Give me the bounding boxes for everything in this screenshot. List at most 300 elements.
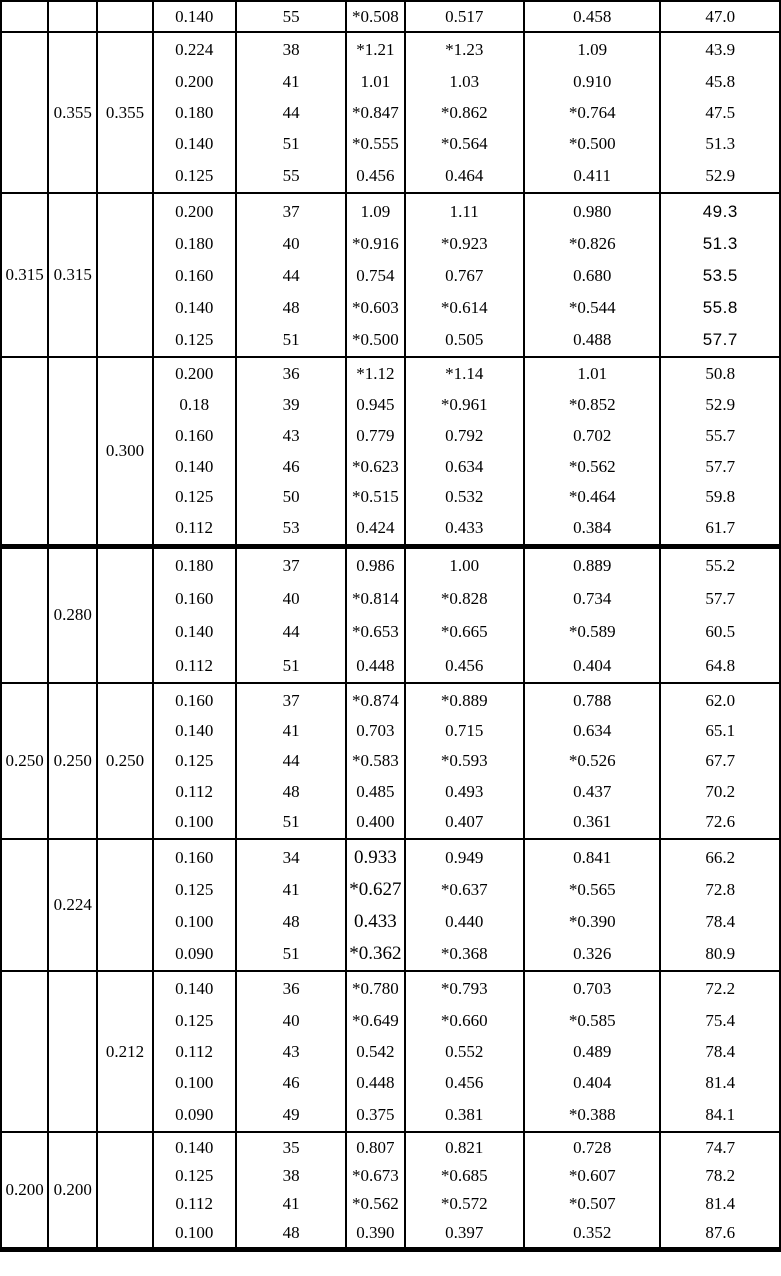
table-cell: 0.100 [175,911,214,931]
table-cell: *0.874 [352,690,399,710]
table-cell: 0.715 [445,721,484,741]
table-cell: 61.7 [705,518,736,538]
value-column [153,839,236,971]
group-label-text: 0.200 [53,1179,92,1199]
table-cell: 0.18 [179,394,210,414]
table-cell: *0.603 [352,297,399,317]
table-cell: 52.9 [705,165,736,185]
value-column [236,971,346,1132]
table-cell: 0.180 [175,555,214,575]
table-cell: 0.140 [175,622,214,642]
table-cell: 81.4 [705,1073,736,1093]
table-cell: *0.649 [352,1010,399,1030]
table-cell: 0.949 [445,847,484,867]
table-cell: 37 [282,555,300,575]
table-cell: 34 [282,847,300,867]
table-cell: 0.160 [175,690,214,710]
table-cell: 0.090 [175,943,214,963]
table-cell: 72.8 [705,879,736,899]
table-cell: 0.400 [356,812,395,832]
table-cell: *0.585 [568,1010,616,1030]
table-cell: 66.2 [705,847,736,867]
table-cell: 0.841 [573,847,612,867]
table-cell: *0.814 [352,589,399,609]
table-cell: 0.767 [445,265,484,285]
value-column [405,193,524,357]
value-column [236,1132,346,1249]
table-cell: 48 [282,911,300,931]
value-column [660,32,780,193]
value-column [660,193,780,357]
table-cell: 0.180 [175,233,214,253]
table-cell: 78.4 [705,911,736,931]
value-column [524,971,661,1132]
table-cell: *0.665 [440,622,488,642]
table-cell: *0.572 [440,1194,488,1214]
group-label-col1 [1,971,48,1132]
row-group [1,683,780,839]
table-cell: 0.552 [445,1041,484,1061]
table-cell: 0.505 [445,329,484,349]
group-label-col3 [97,683,152,839]
group-label-col3 [97,1,152,32]
table-cell: 0.458 [573,7,612,26]
table-cell: 57.7 [702,329,738,349]
value-column [236,32,346,193]
table-cell: 0.933 [354,846,397,868]
table-cell: *0.464 [568,487,616,507]
table-cell: 0.493 [445,781,484,801]
table-cell: 0.440 [445,911,484,931]
table-cell: *0.388 [568,1104,616,1124]
value-column [236,1,346,32]
table-cell: 51 [282,812,300,832]
table-cell: 41 [282,721,300,741]
table-cell: 0.889 [573,555,612,575]
table-cell: 0.456 [445,655,484,675]
value-column [346,32,404,193]
table-cell: 0.986 [356,555,395,575]
table-cell: 0.160 [175,847,214,867]
table-cell: 0.125 [175,1010,214,1030]
table-cell: *0.862 [440,102,488,122]
table-cell: 45.8 [705,71,736,91]
table-cell: *0.852 [568,394,616,414]
value-column [346,546,404,683]
table-cell: 50.8 [705,364,736,384]
table-cell: 80.9 [705,943,736,963]
table-cell: 0.125 [175,165,214,185]
value-column [153,1,236,32]
table-cell: *0.889 [440,690,488,710]
table-cell: 0.754 [356,265,395,285]
table-cell: 47.5 [705,102,736,122]
value-column [153,193,236,357]
table-cell: *0.780 [352,979,399,999]
group-label-text: 0.250 [105,751,145,770]
group-label-text: 0.250 [5,751,44,770]
table-cell: 0.411 [573,165,612,185]
table-cell: 0.100 [175,812,214,832]
table-cell: 0.532 [445,487,484,507]
table-cell: 0.634 [445,456,484,476]
group-label-col2 [48,32,97,193]
table-cell: *0.508 [352,7,399,26]
value-column [153,683,236,839]
table-cell: 1.09 [360,201,391,221]
table-cell: 0.140 [175,7,214,26]
table-cell: *0.923 [440,233,488,253]
table-cell: 0.112 [175,655,214,675]
table-cell: 1.11 [449,201,479,221]
table-cell: 55.2 [705,555,736,575]
value-column [405,1132,524,1249]
table-cell: 0.140 [175,979,214,999]
table-cell: 48 [282,1222,300,1242]
table-cell: *0.500 [352,329,399,349]
table-cell: *0.614 [440,297,488,317]
table-cell: 51 [282,329,300,349]
table-cell: 0.424 [356,518,395,538]
table-cell: 0.910 [573,71,612,91]
table-cell: *0.637 [440,879,488,899]
table-cell: 0.702 [573,425,612,445]
value-column [524,1132,661,1249]
table-cell: 0.140 [175,134,214,154]
table-cell: 51 [282,134,300,154]
table-cell: 38 [282,1166,300,1186]
table-cell: 0.160 [175,265,214,285]
table-cell: 0.448 [356,655,395,675]
table-cell: 38 [282,40,300,60]
table-cell: 0.433 [354,910,397,932]
table-cell: 53.5 [702,265,738,285]
table-cell: 55.8 [702,297,738,317]
table-cell: 0.456 [445,1073,484,1093]
table-cell: 75.4 [705,1010,736,1030]
table-cell: 0.488 [573,329,612,349]
value-column [346,357,404,546]
table-cell: 78.2 [705,1166,736,1186]
group-label-col2 [48,193,97,357]
table-cell: *0.627 [349,878,402,900]
table-cell: 0.404 [573,655,612,675]
table-cell: 51 [282,943,300,963]
table-cell: 0.542 [356,1041,395,1061]
group-label-col1 [1,32,48,193]
table-cell: 1.03 [449,71,480,91]
table-cell: 43 [282,425,300,445]
table-cell: *0.607 [568,1166,616,1186]
table-cell: 35 [282,1137,300,1157]
group-label-col3 [97,546,152,683]
table-cell: 41 [282,1194,300,1214]
row-group [1,546,780,683]
table-cell: *0.544 [568,297,616,317]
table-cell: *0.826 [568,233,616,253]
table-cell: 51.3 [705,134,736,154]
table-cell: *0.828 [440,589,488,609]
table-cell: 0.112 [175,1194,214,1214]
value-column [405,357,524,546]
group-label-text: 0.315 [5,265,44,284]
table-cell: 44 [282,102,300,122]
value-column [346,1,404,32]
table-cell: 0.680 [573,265,612,285]
value-column [346,193,404,357]
value-column [346,1132,404,1249]
table-cell: 44 [282,751,300,771]
table-cell: 55 [282,165,300,185]
group-label-col1 [1,839,48,971]
group-label-col3 [97,839,152,971]
value-column [405,839,524,971]
table-cell: 0.433 [445,518,484,538]
value-column [660,546,780,683]
value-column [346,839,404,971]
group-label-text: 0.355 [105,102,145,122]
table-cell: 72.6 [705,812,736,832]
group-label-text: 0.280 [53,605,92,625]
table-cell: 0.140 [175,297,214,317]
table-cell: 0.634 [573,721,612,741]
table-cell: 51 [282,655,300,675]
table-cell: 0.485 [356,781,395,801]
table-cell: 81.4 [705,1194,736,1214]
table-cell: 37 [282,690,300,710]
table-cell: 49 [282,1104,300,1124]
table-cell: 84.1 [705,1104,736,1124]
value-column [405,683,524,839]
group-label-col1 [1,1132,48,1249]
table-cell: *1.12 [356,364,395,384]
value-column [524,32,661,193]
table-cell: 0.489 [573,1041,612,1061]
row-group [1,357,780,546]
table-cell: 0.397 [445,1222,484,1242]
group-label-col2 [48,971,97,1132]
table-cell: *1.14 [445,364,484,384]
table-cell: 0.807 [356,1137,395,1157]
table-cell: 72.2 [705,979,736,999]
table-cell: *0.562 [568,456,616,476]
table-cell: 0.361 [573,812,612,832]
group-label-text: 0.212 [105,1041,145,1061]
table-cell: 0.125 [175,879,214,899]
table-cell: *0.564 [440,134,488,154]
table-cell: 0.734 [573,589,612,609]
table-cell: 40 [282,589,300,609]
group-label-text: 0.355 [53,102,92,122]
table-cell: *0.653 [352,622,399,642]
group-label-text: 0.300 [105,440,145,460]
table-cell: 59.8 [705,487,736,507]
table-cell: 67.7 [705,751,736,771]
value-column [524,683,661,839]
table-cell: 0.200 [175,201,214,221]
value-column [524,193,661,357]
group-label-col1 [1,357,48,546]
table-cell: *0.526 [568,751,616,771]
table-cell: 0.390 [356,1222,395,1242]
value-column [405,971,524,1132]
group-label-col2 [48,357,97,546]
value-column [524,839,661,971]
table-cell: 78.4 [705,1041,736,1061]
table-cell: 0.140 [175,721,214,741]
table-cell: 0.090 [175,1104,214,1124]
table-cell: 47.0 [705,7,736,26]
group-label-col1 [1,683,48,839]
value-column [524,546,661,683]
value-column [153,971,236,1132]
table-cell: 41 [282,71,300,91]
table-cell: 48 [282,781,300,801]
table-cell: 0.980 [573,201,612,221]
table-cell: 0.160 [175,589,214,609]
table-cell: 43.9 [705,40,736,60]
table-cell: 0.821 [445,1137,484,1157]
table-cell: 57.7 [705,589,736,609]
table-cell: 36 [282,364,300,384]
value-column [405,546,524,683]
table-cell: 1.00 [449,555,480,575]
table-cell: 1.01 [577,364,608,384]
group-label-col3 [97,32,152,193]
group-label-col1 [1,546,48,683]
table-cell: 0.381 [445,1104,484,1124]
table-cell: *1.21 [356,40,395,60]
value-column [153,32,236,193]
table-cell: 52.9 [705,394,736,414]
table-cell: 0.448 [356,1073,395,1093]
table-cell: 0.779 [356,425,395,445]
table-cell: *0.660 [440,1010,488,1030]
table-cell: 0.140 [175,1137,214,1157]
table-cell: *0.390 [568,911,616,931]
table-cell: 46 [282,456,300,476]
value-column [236,357,346,546]
value-column [660,357,780,546]
table-cell: 0.125 [175,329,214,349]
table-cell: 0.792 [445,425,484,445]
group-label-col2 [48,1,97,32]
group-label-col3 [97,193,152,357]
table-cell: 1.01 [360,71,391,91]
table-cell: 57.7 [705,456,736,476]
row-group [1,193,780,357]
table-cell: 0.703 [356,721,395,741]
value-column [153,546,236,683]
table-cell: 0.404 [573,1073,612,1093]
table-cell: 0.407 [445,812,484,832]
table-cell: 1.09 [577,40,608,60]
value-column [236,683,346,839]
table-cell: 0.200 [175,364,214,384]
table-cell: *0.593 [440,751,488,771]
group-label-text: 0.200 [5,1179,44,1199]
table-cell: 0.437 [573,781,612,801]
table-cell: *0.500 [568,134,616,154]
value-column [660,1,780,32]
table-cell: 40 [282,1010,300,1030]
table-cell: 62.0 [705,690,736,710]
table-cell: 44 [282,622,300,642]
table-cell: 53 [282,518,300,538]
table-cell: 55.7 [705,425,736,445]
table-cell: 0.224 [175,40,214,60]
group-label-col1 [1,1,48,32]
table-cell: *0.589 [568,622,616,642]
group-label-col2 [48,546,97,683]
table-cell: *0.847 [352,102,399,122]
value-column [236,193,346,357]
group-label-col3 [97,1132,152,1249]
table-cell: *0.673 [352,1166,399,1186]
value-column [153,1132,236,1249]
group-label-col3 [97,357,152,546]
table-cell: 0.375 [356,1104,395,1124]
table-cell: 74.7 [705,1137,736,1157]
table-cell: 0.326 [573,943,612,963]
table-cell: *0.916 [352,233,399,253]
table-cell: *0.555 [352,134,399,154]
table-cell: 0.140 [175,456,214,476]
table-cell: 49.3 [702,201,738,221]
table-cell: *0.362 [349,942,402,964]
table-cell: 0.728 [573,1137,612,1157]
table-cell: 0.788 [573,690,612,710]
row-group [1,1,780,32]
value-column [660,683,780,839]
table-cell: 0.125 [175,1166,214,1186]
table-cell: 64.8 [705,655,736,675]
table-cell: *0.565 [568,879,616,899]
table-cell: 43 [282,1041,300,1061]
table-cell: *0.515 [352,487,399,507]
table-cell: 40 [282,233,300,253]
table-cell: 50 [282,487,300,507]
group-label-text: 0.224 [53,895,92,914]
value-column [660,971,780,1132]
table-cell: *0.685 [440,1166,488,1186]
table-cell: 0.384 [573,518,612,538]
table-cell: 0.456 [356,165,395,185]
table-cell: 87.6 [705,1222,736,1242]
table-cell: 0.125 [175,751,214,771]
table-cell: 0.200 [175,71,214,91]
value-column [405,1,524,32]
table-cell: 60.5 [705,622,736,642]
group-label-text: 0.315 [53,265,92,284]
table-cell: 0.464 [445,165,484,185]
group-label-col2 [48,1132,97,1249]
value-column [346,971,404,1132]
table-cell: 65.1 [705,721,736,741]
table-cell: *0.583 [352,751,399,771]
table-cell: 51.3 [702,233,738,253]
table-cell: 0.125 [175,487,214,507]
table-cell: 36 [282,979,300,999]
value-column [346,683,404,839]
table-cell: *0.623 [352,456,399,476]
value-column [524,357,661,546]
table-cell: 41 [282,879,300,899]
table-cell: *0.961 [440,394,488,414]
table-cell: *1.23 [445,40,484,60]
value-column [405,32,524,193]
row-group [1,32,780,193]
